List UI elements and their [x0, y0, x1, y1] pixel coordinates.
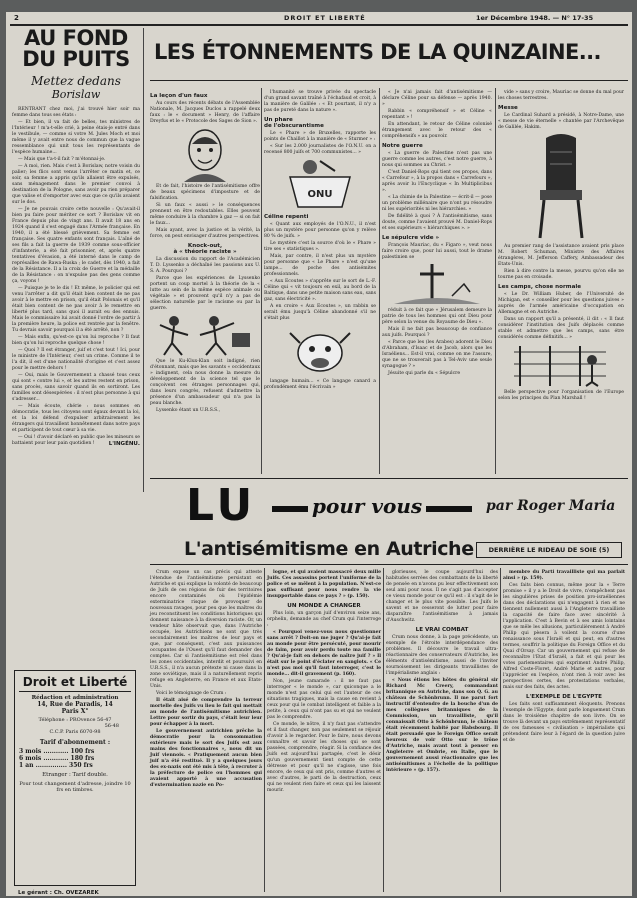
- gerant: Le gérant : Ch. OVEZAREK: [18, 890, 99, 896]
- section-title: Notre guerre: [382, 143, 423, 149]
- paragraph: Mais ayant, avec la justice et la vérité, la force, on peut envisager d'autres perspectives.: [150, 228, 260, 239]
- box-line: Pour tout changement d'adresse, joindre 10 frs en timbres.: [19, 781, 131, 793]
- page-number: 2: [14, 14, 19, 22]
- cross-sketch-icon: [392, 262, 482, 306]
- au-fond-paragraph: — A moi, rien. Mais c'est à Borislaw, notre voisin du palier; les flics sont venus l'arrêter ce matin et, ce soir, sa femme a appris qu'ils allaient être expulsés, sans ménagement dans le premier convoi à destination de la Pologne, sans avoir pu rien préparer que valise et d'emporter avec eux que ce qu'ils avaient sur le dos.: [12, 164, 140, 205]
- paragraph: « Je n'ai jamais fait d'antisémitisme — déclare Céline pour sa défense — après 1940. »: [382, 90, 492, 107]
- paragraph: Non, jeune camarade : il ne faut pas interroger « le monde », car quiconque a le monde n'est pas celui qui est l'auteur de ces situations tragiques, mais la cause en revient à ceux pour qui le combat intelligent et faible a la petite, à ceux qui n'ont pas su et qui ne veulent pas le comprendre.: [267, 679, 381, 720]
- au-fond-signature: L'INGÉNU.: [108, 441, 140, 447]
- paragraph: « Parce que les (les Arabes) adorent le Dieu d'Abraham, d'Isaac et de Jacob, alors que les Israéliens... Est-il vrai, comme on me l'assure, que ne se trouverait pas à Tel-Aviv une seule synagogue ? »: [382, 340, 492, 369]
- box-line: Téléphone : PROvence 56-47: [38, 717, 112, 723]
- au-fond-paragraph: — Mais enfin, qu'est-ce qu'on lui reproche ? Il faut bien qu'on lui reproche quelque chose !: [12, 335, 140, 346]
- cow-sketch-icon: [280, 323, 360, 377]
- paragraph: Parce que les expériences de Lyssenko portent un coup mortel à la théorie de la « lutte au sein de la même espèce animale ou végétale » et prouvent qu'il n'y a pas de sélection naturelle par le racisme ou par la guerre.: [150, 276, 260, 311]
- box-line: Paris X°: [61, 708, 89, 715]
- paragraph: Au cours des récents débats de l'Assemblée Nationale, M. Jacques Duclos a rappelé deux faux : le « document » Henry, de l'affaire Dreyfus et le « Protocole des Sages de Sion ».: [150, 101, 260, 124]
- paragraph: l'humanité se trouve privée du spectacle d'un grand savant traîné à l'échafaud et croit, à la manière de Galilée : « Et pourtant, il n'y a pas de pureté dans la nature ».: [264, 90, 376, 113]
- paragraph: Les faits sont suffisamment éloquents. Prenons l'exemple de l'Egypte, dont parle longuement Crum dans le troisième chapitre de son livre. On se trouve là devant un pays extrêmement représentatif de ces fameuses « civilisation » impérialiste qui prétendent faire leur à l'égard de la question juive et de: [503, 702, 625, 743]
- col-divider: [495, 88, 496, 474]
- newspaper-page: [6, 12, 632, 896]
- section-title: Un phare de l'obscurantisme: [264, 117, 324, 129]
- author: par Roger Maria: [486, 498, 616, 514]
- lu-letters: LU: [186, 480, 257, 531]
- paragraph: langage humain... « Ce langage canard a profondément ému l'écrivain »: [264, 379, 376, 390]
- box-line: 14, Rue de Paradis, 14: [37, 701, 113, 708]
- chair-illustration: [498, 132, 624, 244]
- box-line: 6 mois ............ 180 frs: [19, 755, 95, 762]
- paragraph: Rien à dire contre la messe, pourvu qu'on elle ne tourne pas en croisade.: [498, 269, 624, 280]
- paragraph: Le « Phare » de Bruxelles, rapporte les points de Chaillot à la manière de « Sturmer » :: [264, 131, 376, 142]
- paragraph: Si un faux « aussi » le conséquences prennent en être redoutables. Elles peuvent même conduire à la chambre à gaz — si on fait le faux...: [150, 203, 260, 226]
- paragraph: vide » sans y croire, Mauriac se donne du mal pour les choses terrestres.: [498, 90, 624, 101]
- svg-text:ONU: ONU: [307, 189, 333, 200]
- au-fond-paragraph: — Oui ! d'avoir déclaré en public que les mineurs se battaient pour leur pain quotidien !: [12, 435, 140, 446]
- paragraph: Dans un rapport qu'il a présenté, il dit : « Il faut considérer l'institution des Juifs déplacés comme stable et admettre que les camps, sans étre considérés comme définitifs... »: [498, 317, 624, 340]
- paragraph: Crum nous donne, à la page précédente, un exemple de l'étroite interdépendance des problèmes. Il découvre le travail ultra-réactionnaire des conservateurs d'Autriche, les éléments d'antisémitisme, aussi de l'inviter sournoisement les dirigeants travaillistes de l'impérialisme anglais :: [386, 635, 498, 676]
- paragraph: Le mystère c'est la source d'où le « Phare » tire ses « statistiques ».: [264, 241, 376, 252]
- paragraph: La discussion du rapport de l'Académicien T. D. Lyssenko a déchaîné les passions aux U. S. A. Pourquoi ?: [150, 257, 260, 274]
- portrait-illustration: [150, 126, 260, 184]
- au-fond-title-2: DU PUITS: [22, 47, 130, 71]
- section-rule: [150, 564, 628, 565]
- paragraph: logne, et qui avaient massacré deux mille Juifs. Ces assassins portent l'uniforme de la police et se mêlent à la population. N'est-ce pas suffisant pour nous rendre la vie insupportable dans ce pays ? » (p. 150).: [267, 570, 381, 599]
- paragraph: Lyssenko étant un U.R.S.S.,: [156, 408, 221, 413]
- throne-chair-sketch-icon: [516, 132, 606, 242]
- paragraph: Le Cardinal Suhard a présidé, à Notre-Dame, une « messe de vie éternelle » chantée par l'Archevêque de Galilée, Hakim.: [498, 113, 624, 130]
- col-divider: [379, 88, 380, 474]
- paragraph: C'est Daniel-Rops qui tient ces propos, dans « Carrefour », à la propos dans « Carrefours », après avoir lu l'Encyclique « In Multiplicibus ».: [382, 170, 492, 193]
- etonnements-col-3: [382, 90, 492, 472]
- paragraph: Voici le témoignage de Crum :: [156, 691, 227, 696]
- paragraph: glorieuses, le coupe aujourd'hui des habitudes serrées des combattants de la liberté de pensée en n'avons pu leur effectivement son seul ami pour nous. Il ne s'agit pas d'accepter ce vieux monde pour ce qu'il est : il s'agit de le changer et le plus vite possible. Les Juifs le savent et ne cesseront de lutter pour faire disparaître l'antisémitisme à jamais d'Auschwitz.: [386, 570, 498, 623]
- rideau-box: DERRIÈRE LE RIDEAU DE SOIE (5): [476, 542, 622, 558]
- paragraph: Au premier rang de l'assistance avaient pris place M. Robert Schuman, Ministre des Affaires étrangères, M. Jefferson Caffery, Ambassadeur des Etats-Unis.: [498, 244, 624, 267]
- au-fond-paragraph: — Quoi ? Il est étranger, juif et c'est tout ! Ici, pour le ministre de l'Intérieur, c'est un crime. Comme il te l'a dit, il est d'une nationalité d'origine et c'est assez pour le mettre dehors !: [12, 348, 140, 371]
- box-line: 3 mois ............ 100 frs: [19, 748, 95, 755]
- box-line: Etranger : Tarif double.: [42, 772, 108, 778]
- box-line: 56-48: [104, 723, 119, 729]
- lu-col-1: [150, 570, 262, 892]
- au-fond-paragraph: — Oui, mais le Gouvernement a chassé tous ceux qui sont « contre lui », et les autres restent en prison, sans procès, sans savoir quand ils en sortiront. Les familles sont désespérées : il n'est plus personne à qui s'adresser...: [12, 373, 140, 402]
- subhead: UN MONDE A CHANGER: [287, 603, 361, 609]
- paragraph: « Nous étions les hôtes du général sir Richard Mc Creery, commandant britannique en Autriche, dans son Q. G. au château de Schönbrunn. Il me parut fort instructif d'entendre de la bouche d'un de mes collègues britanniques de la Commission, un travailliste, qu'il connaissait Otto à Schönbrunn, le château était récemment habité par Habsbourg. Il était persuadé que le Foreign Office serait heureux de voir Otto sur le trône d'Autriche, mais avant tout à penser en Angleterre et Ombrie, en Italie, que le gouvernement aussi réactionnaire que les antisémitismes a l'échelle de la politique intérieure » (p. 157).: [386, 678, 498, 773]
- paragraph: De fidélité à quoi ? À l'antisémitisme, sans doute, comme l'avaient prouvé M. Daniel-Rops et ses supérieurs « hiérarchiques ». »: [382, 214, 492, 231]
- section-title: Le sépulcre vide »: [382, 235, 440, 241]
- col-divider: [143, 28, 144, 492]
- au-fond-paragraph: — Puisque je te le dis ! Et même, le policier qui est venu l'arrêter a dit qu'il était bien content de ne pas avoir à le mettre en prison, qu'il était Polonais et qu'il était bien content de ne pas avoir à le remettre en liberté plus tard, sans quoi il aurait eu des ennuis. Mais le commissaire lui avait donné l'ordre de partir à la première heure, la police est rentrée par la fenêtre. Tu devrais savoir pourquoi il a été arrêté, non ?: [12, 286, 140, 333]
- au-fond-subtitle-2: Borislaw: [51, 88, 101, 101]
- etonnements-col-4: [498, 90, 624, 472]
- au-fond-paragraph: — Mais écoute, chérie : nous sommes en démocratie, tous les citoyens sont égaux devant la loi, et la loi défend d'expulser arbitrairement les étrangers qui travaillent honnêtement dans notre pays et participent de tout cœur à sa vie.: [12, 404, 140, 433]
- paragraph: François Mauriac, du « Figaro », veut nous faire croire que, pour lui aussi, tout le drame palestinien se: [382, 243, 492, 260]
- au-fond-paragraph: — Je ne pouvais croire cette nouvelle : Qu'avait-il bien pu faire pour mériter ce sort ? Borislaw vit en France depuis plus de vingt ans. Il avait 18 ans en 1924 quand il s'est engagé dans l'Armée française. En 1940, il a été blessé grièvement. Sa femme est française. Ses quatre enfants sont français. L'aîné de ses fils a fait la guerre de 1939 comme sous-officier d'infanterie, a été fait prisonnier, et, après quatre tentatives d'évasion, a été interné dans le camp de représailles de Rawa-Ruska ; le cadet, dès 1940, a fait de la Résistance. Il a la croix de Guerre et la médaille de la Résistance : on n'expulse pas des gens comme ça, voyons !: [12, 207, 140, 284]
- paragraph: « Le Dr. William Huber, de l'Université de Michigan, est « conseiller pour les questions juives » auprès de l'armée américaine d'occupation en Allemagne et en Autriche.: [498, 292, 624, 315]
- etonnements-col-1: [150, 90, 260, 472]
- section-title: Messe: [498, 105, 518, 111]
- box-line: 1 an ............... 350 frs: [19, 762, 93, 769]
- lu-banner: [148, 480, 628, 531]
- paragraph: Et de fait, l'histoire de l'antisémitisme offre de beaux spécimens d'imposture et de falsification.: [150, 184, 260, 201]
- paragraph: Ce monde, le nôtre, il n'y faut pas s'attendre et il faut changer, non pas seulement se réjouir d'avoir à le regarder. Pour le faire, nous devons connaître et savoir les choses qui se sont passées, comprendre, réagir. Si la confiance des Juifs est aujourd'hui partagée, c'est le désir qu'un gouvernement tient compte de cette détresse et pour qu'il ne s'agisse, une fois encore, de ceux qui ont pris, comme d'autres et avec d'autres, le parti de la destruction, ceux qui ne veulent rien faire et ceux qui les laissent mourir.: [267, 722, 381, 793]
- barbed-wire-sketch-icon: [510, 342, 610, 388]
- paragraph: Le gouvernement autrichien prêche la démocratie pour la consommation extérieure mais le sort des Juifs est aux mains des fonctionnaires », nous dit un Juif viennois. « Pratiquement aucun bien juif n'a été restitué. Il y a quelques jours des ex-nazis ont été mis à tête, à recruter à la préfecture de police ou l'hommes qui avaient apporté à une accusation d'extermination nazie en Po-: [150, 729, 262, 788]
- antisemitism-headline: L'antisémitisme en Autriche: [184, 538, 474, 560]
- onu-illustration: [264, 157, 376, 211]
- lu-col-4: [503, 570, 625, 892]
- paragraph: Rabbin « compréhensif » et Céline « repentant » !: [382, 109, 492, 120]
- cow-illustration: [264, 323, 376, 379]
- issue-date: 1er Décembre 1948. — N° 17-35: [476, 14, 594, 22]
- paragraph: « La guerre de Palestine n'est pas une guerre comme les autres, c'est notre guerre, à nous qui sommes au Christ. »: [382, 151, 492, 168]
- paragraph: « Sur les 2.000 journalistes de l'O.N.U. on a recensé 800 juifs et 700 communistes... »: [264, 144, 376, 155]
- dancing-figures-illustration: [150, 313, 260, 359]
- etonnements-col-2: [264, 90, 376, 472]
- paragraph: « La chimie de la Palestine — écrit-il — pose un problème millénaire que n'ont pu résoudre ni les supériorités ni les hiérarchies. »: [382, 195, 492, 212]
- paragraph: membre du Parti travailliste qui ma parlait ainsi » (p. 159).: [503, 570, 625, 581]
- paragraph: Ces faits bien connus, même pour la « Terre promise » il y a le Droit de vivre, n'empêchent pas les singulières prises de position pro-israéliennes dans des déclarations qui n'engagent à rien et ne tiennent nullement aussi à l'Angleterre travailliste la capacité de faire face avec sincérité à l'application. C'est à Bevin et à ses amis lointains que se mêle les allusions, particulièrement à André Philip qui pèsera à voilent la course d'une renaissance sous l'Israël et qui peut, en d'autres termes, souffrir la politique du Foreign Office et du Quai d'Orsay. Car un gouvernement qui refuse de reconnaître l'Etat d'Israël, a fait et qui pour les votes parlementaires qui expriment André Philip, Alfred Coste-Floret, André Marie et autres, pour l'apprécier en l'espèce, n'ont rien à voir avec les perspectives certes, des protestations verbales, mais sur des faits, des actes.: [503, 583, 625, 690]
- section-title: Knock-out, à « théorie raciste »: [173, 243, 237, 255]
- paragraph: Que le Ku-Klux-Klan soit indigné, rien d'étonnant, mais que les savants « occidentaux » indignent, cela nous donne la mesure du développement de la science tel que le conçoivent ces étranges personnages qui, dans leurs congrès, refusent d'admettre la présence d'un ambassadeur qui n'a pas la peau blanche.: [150, 359, 260, 406]
- box-line: Tarif d'abonnement :: [39, 739, 111, 746]
- subscription-box: [14, 670, 136, 886]
- au-fond-subtitle-1: Mettez dedans: [31, 74, 121, 88]
- box-line: Rédaction et administration: [31, 695, 119, 701]
- lu-col-3: [386, 570, 498, 892]
- section-title: Les camps, chose normale: [498, 284, 582, 290]
- paragraph: En attendant, le retour de Céline colonisé étrangement avec le retour des « compréhensifs » au pouvoir.: [382, 122, 492, 139]
- paragraph: « Pourquoi venez-vous nous questionner sans arrêt ? Doit-on me juger ? Qu'ai-je fait au monde pour être persécuté, pour mourir de faim, pour avoir perdu toute ma famille ? Qu'ai-je fait en dehors de naître juif ? » Il était sur le point d'éclater en sanglots. « Ce n'est pas moi qu'il faut interroger, c'est le monde... dit-il gravement (p. 160).: [267, 630, 381, 677]
- headline-rule: [150, 80, 628, 81]
- lu-col-2: [267, 570, 381, 892]
- col-divider: [500, 568, 501, 892]
- paragraph: Mais, par contre, il n'est plus un mystère pour personne que « Le Phare » n'est qu'une lampe... de poche des antisémites professionnels.: [264, 254, 376, 277]
- col-divider: [261, 88, 262, 474]
- paragraph: Jésuite qui parle du « Sépulcre: [388, 371, 461, 376]
- paragraph: « Quant aux employés de l'O.N.U., il n'est plus un mystère pour personne qu'on y relève 80 % de juifs. »: [264, 222, 376, 239]
- section-rule: [150, 478, 628, 479]
- pour-vous: pour vous: [308, 494, 426, 518]
- paper-name: DROIT ET LIBERTÉ: [284, 14, 366, 22]
- paragraph: « Aux Ecoutes » s'apprête sur le sort de L.-F. Céline qui « vit toujours en exil, au bord de la Baltique, dans une petite maison sans eau, sans gaz, sans électricité ».: [264, 279, 376, 302]
- dancers-sketch-icon: [154, 313, 254, 357]
- au-fond-title-1: AU FOND: [24, 26, 128, 50]
- col-divider: [383, 568, 384, 892]
- lantern-sketch-icon: [280, 157, 360, 209]
- camp-illustration: [498, 342, 624, 390]
- paragraph: Crum expose un cas précis qui atteste l'étendue de l'antisémitisme persistant en Autriche et qui explique la volonté de beaucoup de Juifs de ces régions de fuir des territoires encore contaminés où l'épidémie exterminatrice risque de provoquer de nouveaux ravages, pour peu que les maîtres du jeu reconstituent les conditions historiques qui donnent naissance à la diversion raciste. Or, un vendeur hâte observait que, dans l'Autriche occupée, les Autrichiens ne sont que très secondairement les maîtres de leur pays et que, par conséquent, c'est aux puissances occupantes de l'Ouest qu'il faut demander des comptes. Car si l'antisémitisme est réel dans les zones occidentales, interdit et poursuivi en U.R.S.S., il n'a aucun prétexte ni cause dans la zone soviétique, mais il a naturellement repris refuge en Angleterre, en France et aux Etats-Unis.: [150, 570, 262, 689]
- au-fond-paragraph: — Et bien, il va fait de belles, tes ministres de l'Intérieur ! m'a-t-elle crié, à peine étais-je entré dans le vestibule, — comme si votre M. Jules Moch et moi même il y avait entre nous de commun que la vague ressemblance qui unit tous les représentants de l'espèce humaine...: [12, 120, 140, 155]
- box-line: C.C.P. Paris 6070-98: [49, 729, 101, 735]
- paragraph: A en croire « Aux Ecoutes », un rabbin se serait ému jusqu'à Céline abandonné s'il ne s'était plus: [264, 304, 376, 321]
- au-fond-section: [12, 28, 140, 464]
- au-fond-paragraph: — Mais que t'a-t-il fait ? m'étonnai-je.: [18, 157, 106, 162]
- section-title: Céline repenti: [264, 214, 309, 220]
- paragraph: Plus loin, un garçon juif d'environ seize ans, orphelin, demande au chef Crum qui l'interroge :: [267, 611, 381, 628]
- box-title: Droit et Liberté: [19, 675, 131, 692]
- subhead: L'EXEMPLE DE L'EGYPTE: [526, 694, 602, 700]
- section-title: La leçon d'un faux: [150, 93, 208, 99]
- main-headline: LES ÉTONNEMENTS DE LA QUINZAINE...: [154, 40, 601, 64]
- paragraph: Mais il ne fait pas beaucoup de confiance aux juifs. Pourquoi ?: [382, 327, 492, 338]
- paragraph: réduit à ce fait que « Jérusalem demeure la patrie de tous les hommes qui ont Dieu pour père selon la venue du Royaume de Dieu ».: [382, 308, 492, 325]
- col-divider: [264, 568, 265, 892]
- au-fond-paragraph: RENTRANT chez moi, j'ai trouvé hier soir ma femme dans tous ses états :: [12, 107, 140, 118]
- paragraph: Il était aisé de comprendre la terreur mortelle des Juifs vu lieu le fait qui mettait au monde de l'antisémitisme autrichien. Lettre pour sortir du pays, c'était leur leur pour échapper à la mort.: [150, 698, 262, 727]
- paragraph: Belle perspective pour l'organisation de l'Europe selon les principes du Plan Marshall !: [498, 390, 624, 401]
- subhead: LE VRAI COMBAT: [415, 627, 469, 633]
- portrait-sketch-icon: [170, 126, 240, 182]
- cross-illustration: [382, 262, 492, 308]
